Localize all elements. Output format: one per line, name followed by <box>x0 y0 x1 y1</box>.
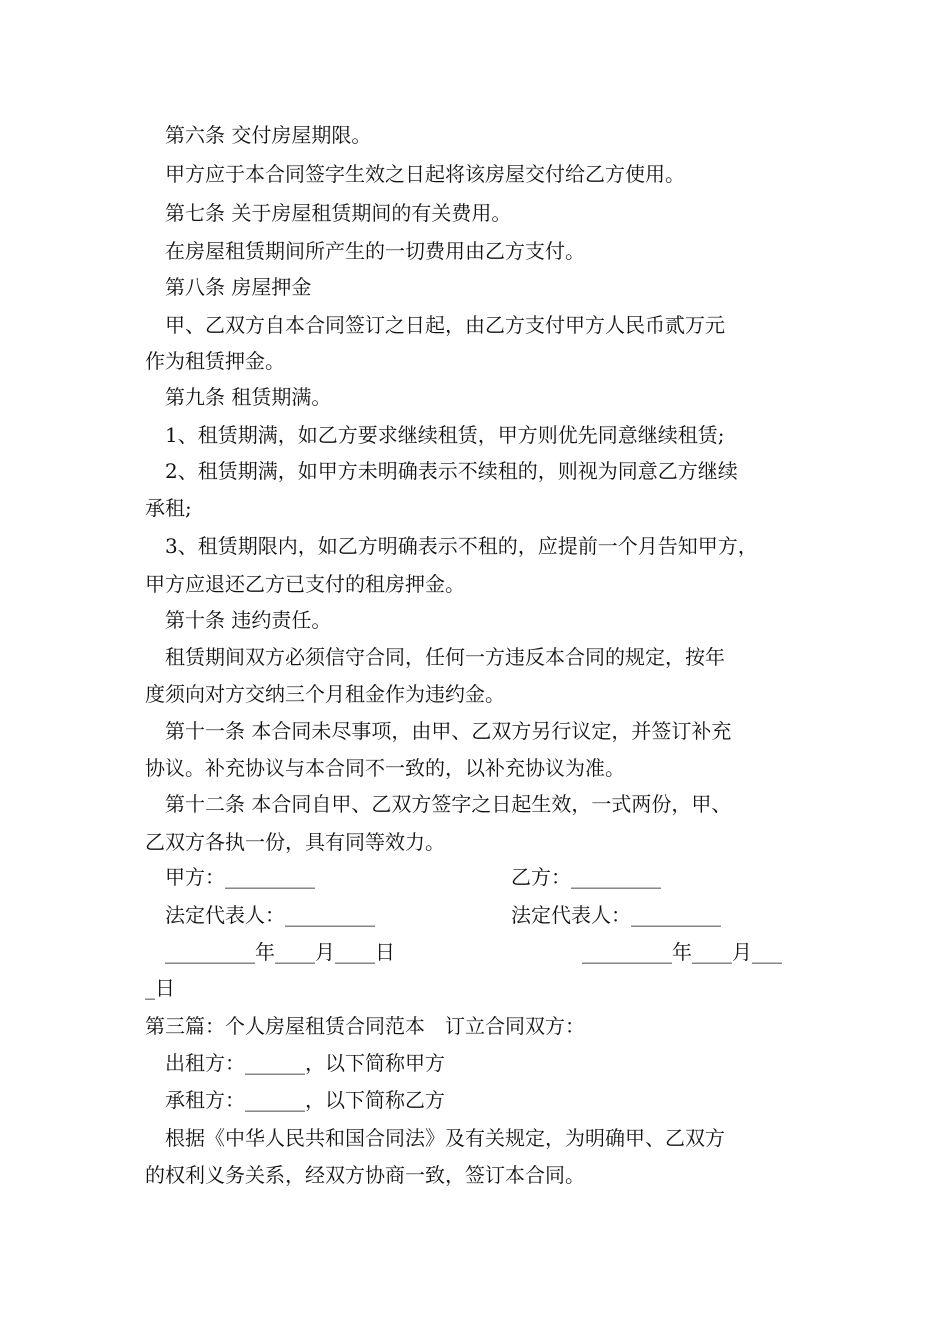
article-9-item3-line1: 3、租赁期限内，如乙方明确表示不租的，应提前一个月告知甲方， <box>165 534 758 558</box>
party-b-date: _________年____月___ <box>582 940 782 964</box>
lessee-line: 承租方：______，以下简称乙方 <box>165 1088 445 1112</box>
party-b-representative: 法定代表人：_________ <box>511 903 721 927</box>
article-6-text: 甲方应于本合同签字生效之日起将该房屋交付给乙方使用。 <box>165 162 685 186</box>
article-8-heading: 第八条 房屋押金 <box>165 275 312 299</box>
article-9-item3-line2: 甲方应退还乙方已支付的租房押金。 <box>145 572 465 596</box>
article-9-heading: 第九条 租赁期满。 <box>165 385 332 409</box>
section-3-heading: 第三篇：个人房屋租赁合同范本 订立合同双方： <box>145 1014 585 1038</box>
article-10-text-line1: 租赁期间双方必须信守合同，任何一方违反本合同的规定，按年 <box>165 645 725 669</box>
article-12-line2: 乙双方各执一份，具有同等效力。 <box>145 830 445 854</box>
article-9-item1: 1、租赁期满，如乙方要求继续租赁，甲方则优先同意继续租赁; <box>165 423 725 447</box>
party-a-signature: 甲方：_________ <box>165 865 315 889</box>
lessor-line: 出租方：______，以下简称甲方 <box>165 1051 445 1075</box>
article-8-text-line1: 甲、乙双方自本合同签订之日起，由乙方支付甲方人民币贰万元 <box>165 313 725 337</box>
party-a-representative: 法定代表人：_________ <box>165 903 375 927</box>
article-7-text: 在房屋租赁期间所产生的一切费用由乙方支付。 <box>165 239 585 263</box>
article-11-line1: 第十一条 本合同未尽事项，由甲、乙双方另行议定，并签订补充 <box>165 719 732 743</box>
party-b-date-continued: _日 <box>145 976 175 1000</box>
article-6-heading: 第六条 交付房屋期限。 <box>165 123 372 147</box>
article-11-line2: 协议。补充协议与本合同不一致的，以补充协议为准。 <box>145 756 625 780</box>
basis-line1: 根据《中华人民共和国合同法》及有关规定，为明确甲、乙双方 <box>165 1126 725 1150</box>
party-a-date: _________年____月____日 <box>165 940 395 964</box>
article-9-item2-line1: 2、租赁期满，如甲方未明确表示不续租的，则视为同意乙方继续 <box>165 459 738 483</box>
party-b-signature: 乙方：_________ <box>511 865 661 889</box>
article-9-item2-line2: 承租; <box>145 496 192 520</box>
basis-line2: 的权利义务关系，经双方协商一致，签订本合同。 <box>145 1163 585 1187</box>
article-10-text-line2: 度须向对方交纳三个月租金作为违约金。 <box>145 682 505 706</box>
article-7-heading: 第七条 关于房屋租赁期间的有关费用。 <box>165 201 512 225</box>
article-10-heading: 第十条 违约责任。 <box>165 608 332 632</box>
article-8-text-line2: 作为租赁押金。 <box>145 349 285 373</box>
article-12-line1: 第十二条 本合同自甲、乙双方签字之日起生效，一式两份，甲、 <box>165 792 732 816</box>
